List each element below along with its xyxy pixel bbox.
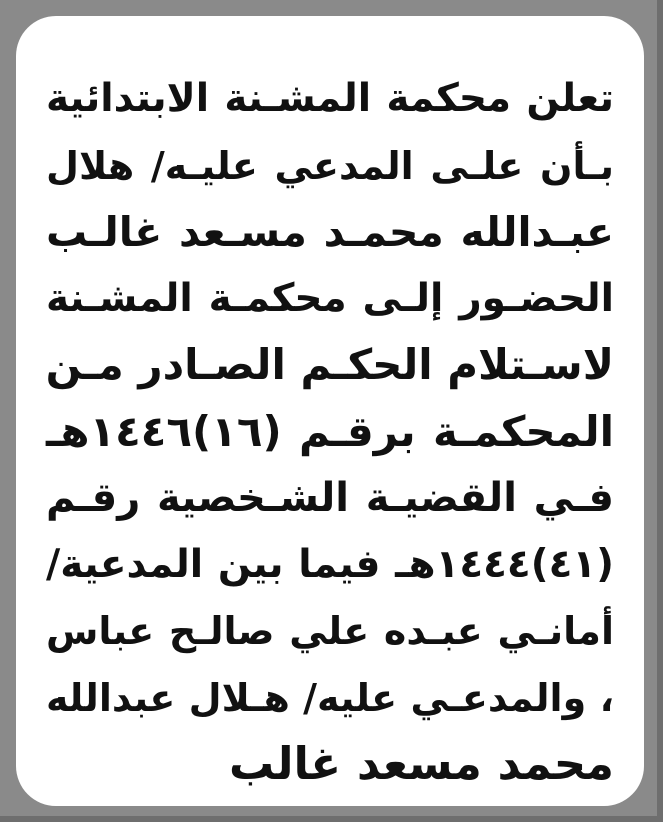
notice-panel <box>16 16 644 806</box>
notice-line-9: أمانـي عبـده علي صالـح عباس <box>46 609 614 653</box>
notice-line-1: تعلن محكمة المشـنة الابتدائية <box>46 76 614 121</box>
notice-line-11: محمد مسعد غالب <box>228 737 614 790</box>
notice-line-4: الحضـور إلـى محكمـة المشـنة <box>46 275 614 321</box>
notice-line-10: ، والمدعـي عليه/ هـلال عبدالله <box>46 675 614 720</box>
notice-line-8: (٤١)١٤٤٤هـ فيما بين المدعية/ <box>46 541 614 587</box>
notice-text <box>46 66 614 798</box>
notice-line-2: بـأن علـى المدعي عليـه/ هلال <box>46 143 614 188</box>
notice-line-7: فـي القضيـة الشـخصية رقـم <box>46 475 614 521</box>
notice-line-3: عبـدالله محمـد مسـعد غالـب <box>46 208 614 256</box>
notice-line-5: لاسـتلام الحكـم الصـادر مـن <box>45 340 614 389</box>
notice-line-6: المحكمـة برقـم (١٦)١٤٤٦هـ <box>46 406 614 456</box>
